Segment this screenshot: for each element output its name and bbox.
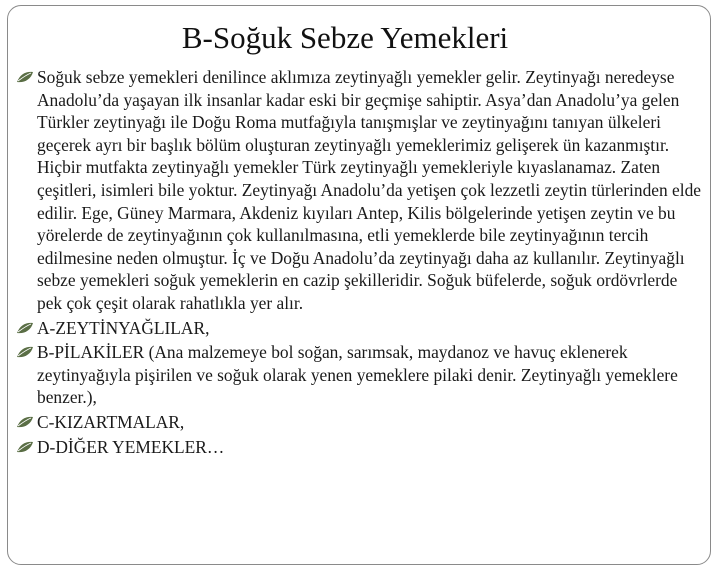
slide-title: B-Soğuk Sebze Yemekleri	[181, 20, 509, 55]
leaf-bullet-icon	[16, 345, 34, 359]
bullet-item-zeytinyaglilar	[16, 317, 706, 340]
bullet-text: C-KIZARTMALAR,	[37, 411, 185, 432]
bullet-text: Soğuk sebze yemekleri denilince aklımıza zeytinyağlı yemekler gelir. Zeytinyağı neredeyse Anadolu’da yaşayan ilk insanlar kadar eski bir geçmişe sahiptir. Asya’dan Anadolu’ya gelen Türkler zeytinyağı ile Doğu Roma mutfağıyla tanışmışlar ve zeytinyağını tanıyan ülkeleri geçerek ayrı bir başlık bölüm oluşturan zeytinyağlı yemeklerimiz gelişerek ün kazanmıştır. Hiçbir mutfakta zeytinyağlı yemekler Türk zeytinyağlı yemekleriyle kıyaslanamaz. Zaten çeşitleri, isimleri bile yoktur. Zeytinyağı Anadolu’da yetişen çok lezzetli zeytin türlerinden elde edilir. Ege, Güney Marmara, Akdeniz kıyıları Antep, Kilis bölgelerinde yetişen zeytin ve bu yörelerde de zeytinyağının çok kullanılmasına, etli yemeklerde bile zeytinyağının tercih edilmesine neden olmuştur. İç ve Doğu Anadolu’da zeytinyağı daha az kullanılır. Zeytinyağlı sebze yemekleri soğuk yemeklerin en cazip şekilleridir. Soğuk büfelerde, soğuk ordövrlerde pek çok çeşit olarak rahatlıkla yer alır.	[37, 67, 702, 313]
bullet-text: A-ZEYTİNYAĞLILAR,	[37, 317, 210, 338]
bullet-text: D-DİĞER YEMEKLER…	[37, 436, 225, 457]
leaf-bullet-icon	[16, 440, 34, 454]
leaf-bullet-icon	[16, 70, 34, 84]
leaf-bullet-icon	[16, 415, 34, 429]
bullet-list	[16, 66, 706, 460]
bullet-text: B-PİLAKİLER (Ana malzemeye bol soğan, sarımsak, maydanoz ve havuç eklenerek zeytinyağıyla pişirilen ve soğuk olarak yenen yemeklere pilaki denir. Zeytinyağlı yemeklere benzer.),	[37, 342, 678, 408]
bullet-item-kizartmalar	[16, 411, 706, 434]
bullet-item-intro	[16, 66, 706, 315]
leaf-bullet-icon	[16, 321, 34, 335]
bullet-item-diger-yemekler	[16, 436, 706, 459]
bullet-item-pilakiler	[16, 341, 706, 409]
